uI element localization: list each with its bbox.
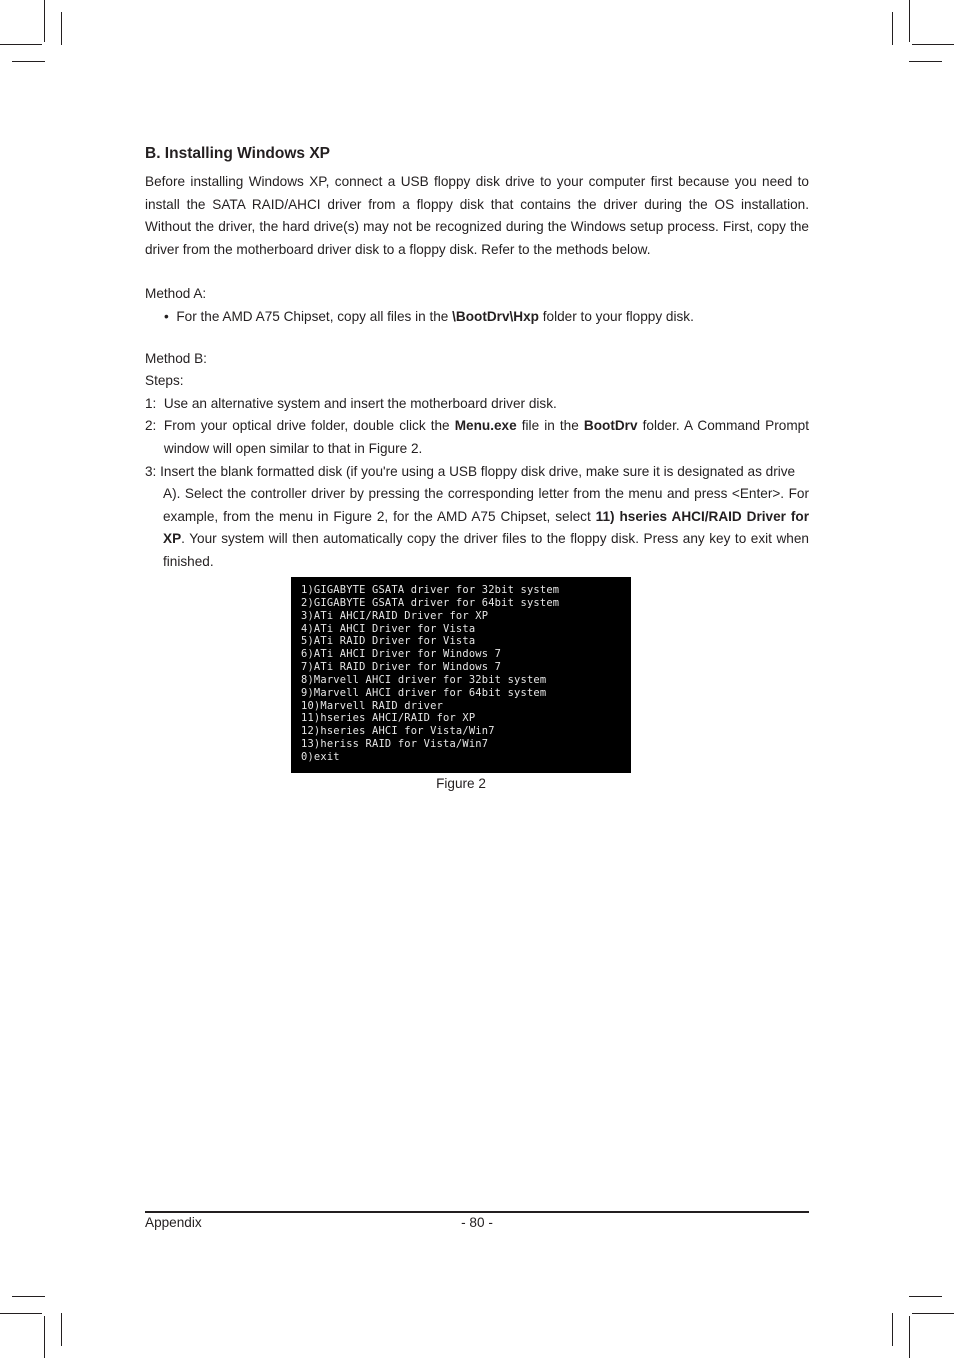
steps-label: Steps: (145, 373, 184, 389)
figure-caption: Figure 2 (436, 776, 486, 791)
step-number: 1: (145, 395, 164, 411)
step-2 (145, 415, 809, 460)
terminal-line: 6)ATi AHCI Driver for Windows 7 (301, 648, 502, 661)
footer-section-name: Appendix (145, 1215, 202, 1230)
crop-mark (61, 12, 62, 45)
step-text: From your optical drive folder, double click the Menu.exe file in the BootDrv folder. A Command Prompt window will open similar to that in Figure 2. (163, 418, 809, 456)
method-b-label: Method B: (145, 350, 207, 366)
method-a-label: Method A: (145, 286, 207, 302)
step-text: 3: Insert the blank formatted disk (if you're using a USB floppy disk drive, make sure it is designated as drive (145, 463, 796, 479)
command-prompt-figure (291, 577, 631, 773)
terminal-line: 7)ATi RAID Driver for Windows 7 (301, 661, 502, 674)
folder-name: BootDrv (583, 418, 638, 434)
step-text: Use an alternative system and insert the motherboard driver disk. (163, 395, 557, 411)
footer-divider (145, 1211, 809, 1213)
bullet-text: folder to your floppy disk. (538, 308, 694, 324)
terminal-line: 13)heriss RAID for Vista/Win7 (301, 738, 489, 751)
crop-mark (909, 1316, 910, 1358)
crop-mark (0, 1313, 42, 1314)
step-1 (145, 393, 809, 416)
crop-mark (912, 1313, 954, 1314)
terminal-line: 4)ATi AHCI Driver for Vista (301, 622, 476, 635)
crop-mark (44, 1316, 45, 1358)
terminal-line: 12)hseries AHCI for Vista/Win7 (301, 725, 495, 738)
terminal-line: 3)ATi AHCI/RAID Driver for XP (301, 609, 489, 622)
driver-option: 11) hseries AHCI/RAID Driver for XP (163, 508, 809, 547)
step-3 (145, 461, 809, 574)
terminal-line: 8)Marvell AHCI driver for 32bit system (301, 673, 547, 686)
crop-mark (909, 0, 910, 42)
crop-mark (0, 44, 42, 45)
terminal-line: 2)GIGABYTE GSATA driver for 64bit system (301, 596, 560, 609)
terminal-line: 5)ATi RAID Driver for Vista (301, 635, 476, 648)
terminal-line: 1)GIGABYTE GSATA driver for 32bit system (301, 584, 560, 596)
main-content (145, 143, 809, 574)
terminal-line: 0)exit (301, 750, 340, 763)
crop-mark (12, 1296, 45, 1297)
terminal-line: 10)Marvell RAID driver (301, 699, 444, 712)
crop-mark (12, 61, 45, 62)
crop-mark (909, 61, 942, 62)
terminal-line: 11)hseries AHCI/RAID for XP (301, 712, 476, 725)
crop-mark (909, 1296, 942, 1297)
step-text: A). Select the controller driver by pressing the corresponding letter from the menu and press <Enter>. For example, from the menu in Figure 2, for the AMD A75 Chipset, select 11) hseries AHCI/RAID Driver for XP. Your system will then automatically copy the driver files to the floppy disk. Press any key to exit when finished. (163, 486, 809, 569)
crop-mark (892, 12, 893, 45)
crop-mark (44, 0, 45, 42)
section-heading: B. Installing Windows XP (145, 145, 331, 162)
crop-mark (61, 1313, 62, 1346)
page-number: - 80 - (461, 1215, 493, 1230)
folder-path: \BootDrv\Hxp (452, 308, 539, 324)
crop-mark (912, 44, 954, 45)
bullet-text: For the AMD A75 Chipset, copy all files in the (176, 308, 453, 324)
method-a-bullet: • For the AMD A75 Chipset, copy all files in the \BootDrv\Hxp folder to your floppy disk. (164, 308, 694, 324)
crop-mark (892, 1313, 893, 1346)
terminal-line: 9)Marvell AHCI driver for 64bit system (301, 686, 547, 699)
step-number: 2: (145, 418, 164, 434)
intro-paragraph: Before installing Windows XP, connect a USB floppy disk drive to your computer first because you need to install the SATA RAID/AHCI driver from a floppy disk that contains the driver during the OS installation. Without the driver, the hard drive(s) may not be recognized during the Windows setup process. First, copy the driver from the motherboard driver disk to a floppy disk. Refer to the methods below. (145, 174, 809, 257)
file-name: Menu.exe (454, 418, 517, 434)
